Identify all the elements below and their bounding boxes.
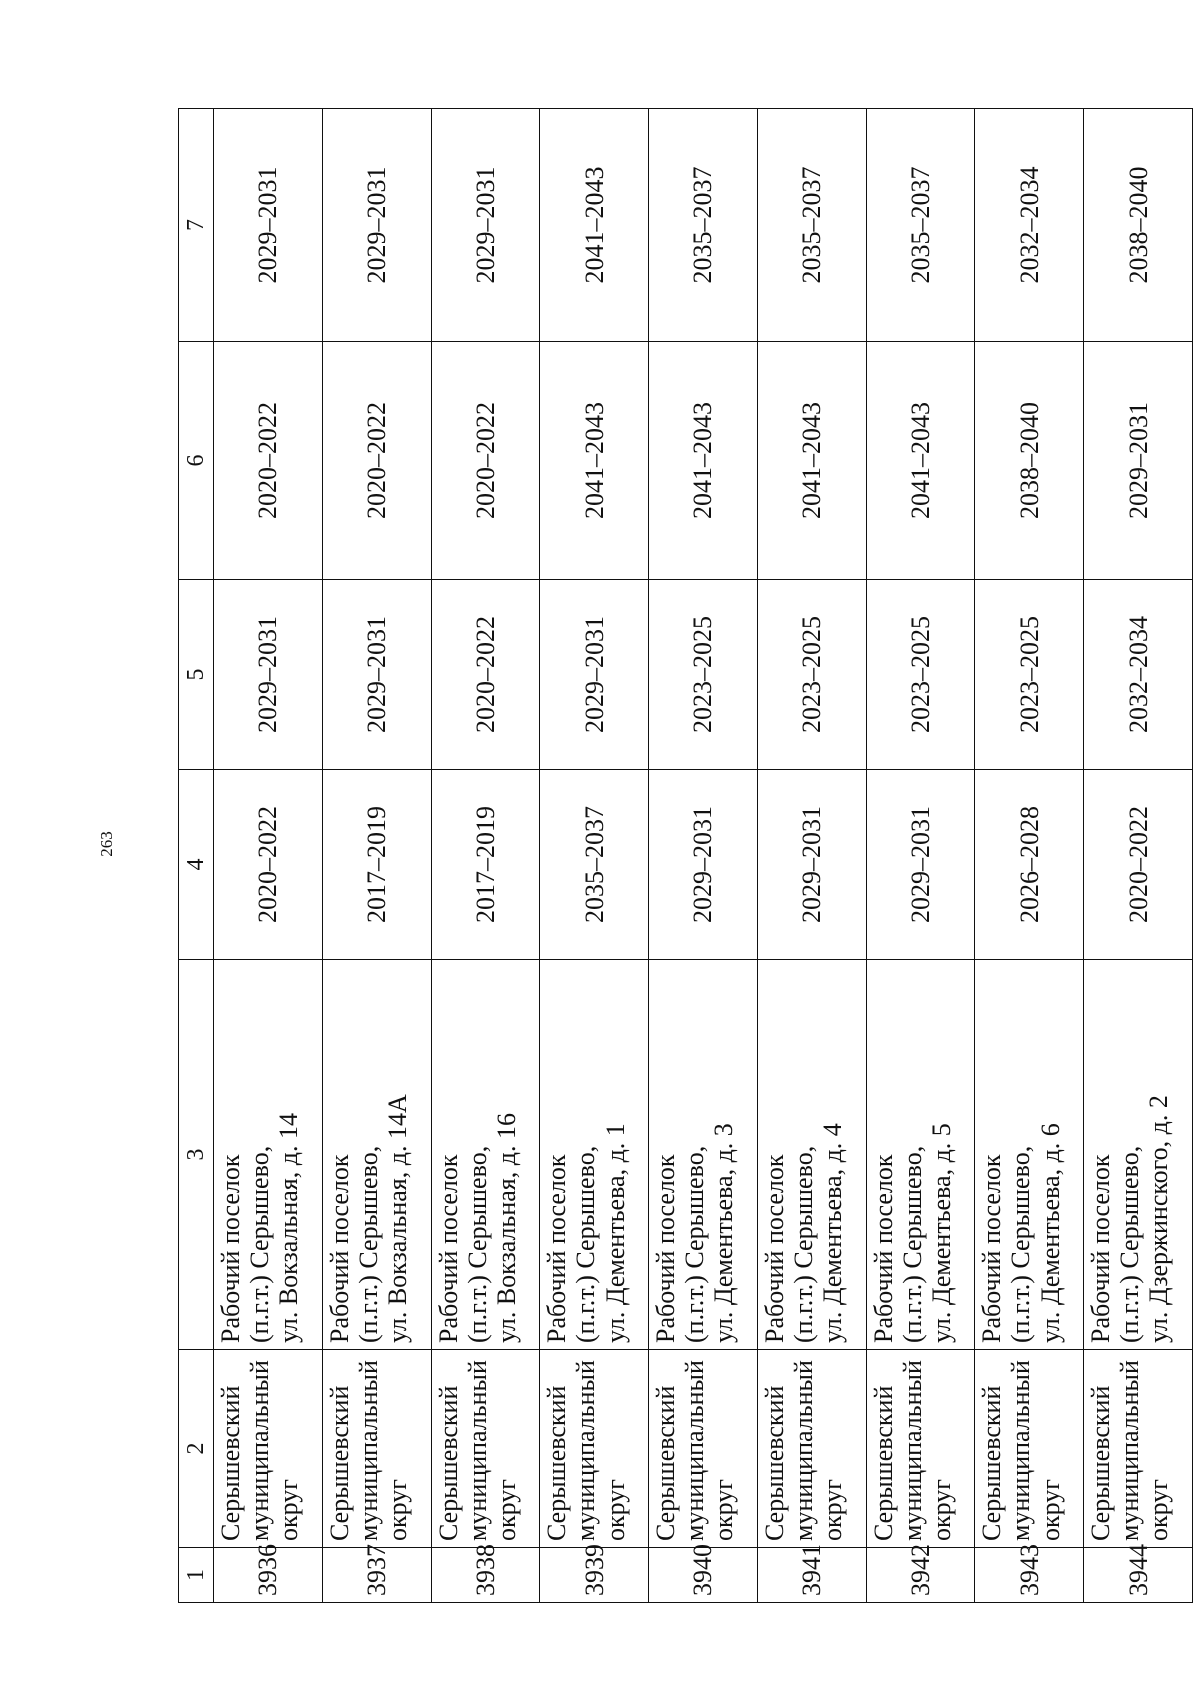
district-line: округ (382, 1479, 412, 1541)
district-line: муниципальный (245, 1360, 275, 1541)
period-cell-5: 2020–2022 (431, 580, 540, 770)
column-header-4: 4 (179, 770, 214, 960)
address-cell (214, 960, 323, 1350)
district-line: Серышевский (651, 1385, 681, 1541)
period-cell-6: 2029–2031 (1084, 342, 1193, 580)
district-line: муниципальный (680, 1360, 710, 1541)
district-line: Серышевский (1086, 1385, 1116, 1541)
district-cell (1084, 1350, 1193, 1548)
period-cell-6: 2020–2022 (214, 342, 323, 580)
address-cell (975, 960, 1084, 1350)
period-cell-4: 2017–2019 (322, 770, 431, 960)
row-number: 3940 (649, 1548, 758, 1603)
column-header-2: 2 (179, 1350, 214, 1548)
address-line: (п.г.т.) Серышево, (788, 1145, 818, 1343)
period-cell-4: 2035–2037 (540, 770, 649, 960)
period-cell-6: 2041–2043 (757, 342, 866, 580)
schedule-table (178, 108, 1193, 1603)
address-cell (1084, 960, 1193, 1350)
table-row (322, 109, 431, 1603)
district-line: округ (709, 1479, 739, 1541)
address-line: Рабочий поселок (542, 1154, 572, 1343)
district-cell (866, 1350, 975, 1548)
district-cell (540, 1350, 649, 1548)
address-line: ул. Вокзальная, д. 14А (382, 1094, 412, 1343)
period-cell-4: 2020–2022 (1084, 770, 1193, 960)
period-cell-7: 2038–2040 (1084, 109, 1193, 342)
address-cell (431, 960, 540, 1350)
column-header-3: 3 (179, 960, 214, 1350)
address-line: (п.г.т.) Серышево, (462, 1145, 492, 1343)
period-cell-7: 2032–2034 (975, 109, 1084, 342)
period-cell-5: 2029–2031 (540, 580, 649, 770)
address-line: ул. Дементьева, д. 5 (926, 1123, 956, 1343)
district-line: округ (274, 1479, 304, 1541)
table-row (975, 109, 1084, 1603)
address-line: (п.г.т.) Серышево, (245, 1145, 275, 1343)
address-cell (322, 960, 431, 1350)
district-line: муниципальный (462, 1360, 492, 1541)
period-cell-7: 2035–2037 (757, 109, 866, 342)
address-line: Рабочий поселок (324, 1154, 354, 1343)
district-cell (214, 1350, 323, 1548)
district-line: Серышевский (868, 1385, 898, 1541)
district-line: округ (600, 1479, 630, 1541)
period-cell-6: 2041–2043 (649, 342, 758, 580)
address-line: Рабочий поселок (433, 1154, 463, 1343)
district-line: муниципальный (897, 1360, 927, 1541)
table-row (1084, 109, 1193, 1603)
table-body (214, 109, 1193, 1603)
address-cell (866, 960, 975, 1350)
period-cell-5: 2023–2025 (757, 580, 866, 770)
district-cell (322, 1350, 431, 1548)
column-header-1: 1 (179, 1548, 214, 1603)
district-line: муниципальный (1006, 1360, 1036, 1541)
district-line: муниципальный (1115, 1360, 1145, 1541)
column-header-5: 5 (179, 580, 214, 770)
period-cell-7: 2035–2037 (866, 109, 975, 342)
address-cell (649, 960, 758, 1350)
district-line: Серышевский (542, 1385, 572, 1541)
district-line: муниципальный (788, 1360, 818, 1541)
table-row (649, 109, 758, 1603)
address-line: ул. Дементьева, д. 1 (600, 1123, 630, 1343)
address-line: ул. Вокзальная, д. 16 (491, 1113, 521, 1343)
header-row (179, 109, 214, 1603)
address-cell (540, 960, 649, 1350)
district-line: Серышевский (977, 1385, 1007, 1541)
address-line: Рабочий поселок (1086, 1154, 1116, 1343)
district-line: округ (818, 1479, 848, 1541)
district-line: округ (1035, 1479, 1065, 1541)
address-line: Рабочий поселок (759, 1154, 789, 1343)
table-row (431, 109, 540, 1603)
district-line: муниципальный (353, 1360, 383, 1541)
district-line: округ (926, 1479, 956, 1541)
address-line: ул. Дементьева, д. 3 (709, 1123, 739, 1343)
period-cell-5: 2023–2025 (649, 580, 758, 770)
period-cell-6: 2041–2043 (540, 342, 649, 580)
district-line: Серышевский (216, 1385, 245, 1541)
row-number: 3938 (431, 1548, 540, 1603)
address-line: ул. Вокзальная, д. 14 (274, 1113, 304, 1343)
table-row (214, 109, 323, 1603)
address-line: Рабочий поселок (868, 1154, 898, 1343)
address-line: (п.г.т.) Серышево, (680, 1145, 710, 1343)
column-header-6: 6 (179, 342, 214, 580)
row-number: 3944 (1084, 1548, 1193, 1603)
address-line: ул. Дзержинского, д. 2 (1144, 1095, 1174, 1343)
period-cell-7: 2029–2031 (214, 109, 323, 342)
period-cell-6: 2020–2022 (322, 342, 431, 580)
period-cell-7: 2029–2031 (431, 109, 540, 342)
district-line: Серышевский (324, 1385, 354, 1541)
row-number: 3941 (757, 1548, 866, 1603)
address-line: (п.г.т.) Серышево, (1006, 1145, 1036, 1343)
district-cell (431, 1350, 540, 1548)
period-cell-6: 2020–2022 (431, 342, 540, 580)
district-cell (975, 1350, 1084, 1548)
period-cell-6: 2038–2040 (975, 342, 1084, 580)
period-cell-7: 2029–2031 (322, 109, 431, 342)
table-container (178, 166, 1193, 1603)
period-cell-5: 2023–2025 (975, 580, 1084, 770)
district-cell (757, 1350, 866, 1548)
column-header-7: 7 (179, 109, 214, 342)
period-cell-4: 2029–2031 (757, 770, 866, 960)
period-cell-4: 2029–2031 (866, 770, 975, 960)
address-line: (п.г.т.) Серышево, (353, 1145, 383, 1343)
row-number: 3939 (540, 1548, 649, 1603)
row-number: 3937 (322, 1548, 431, 1603)
address-line: (п.г.т.) Серышево, (1115, 1145, 1145, 1343)
period-cell-5: 2029–2031 (322, 580, 431, 770)
district-line: муниципальный (571, 1360, 601, 1541)
row-number: 3942 (866, 1548, 975, 1603)
address-line: Рабочий поселок (216, 1154, 245, 1343)
address-line: ул. Дементьева, д. 4 (818, 1123, 848, 1343)
period-cell-4: 2017–2019 (431, 770, 540, 960)
district-line: округ (491, 1479, 521, 1541)
period-cell-5: 2032–2034 (1084, 580, 1193, 770)
period-cell-7: 2041–2043 (540, 109, 649, 342)
district-cell (649, 1350, 758, 1548)
district-line: округ (1144, 1479, 1174, 1541)
address-cell (757, 960, 866, 1350)
row-number: 3943 (975, 1548, 1084, 1603)
table-row (866, 109, 975, 1603)
period-cell-4: 2020–2022 (214, 770, 323, 960)
district-line: Серышевский (759, 1385, 789, 1541)
page-number: 263 (97, 831, 116, 857)
address-line: Рабочий поселок (651, 1154, 681, 1343)
period-cell-6: 2041–2043 (866, 342, 975, 580)
table-row (757, 109, 866, 1603)
period-cell-4: 2026–2028 (975, 770, 1084, 960)
period-cell-7: 2035–2037 (649, 109, 758, 342)
period-cell-4: 2029–2031 (649, 770, 758, 960)
address-line: ул. Дементьева, д. 6 (1035, 1123, 1065, 1343)
address-line: (п.г.т.) Серышево, (571, 1145, 601, 1343)
period-cell-5: 2023–2025 (866, 580, 975, 770)
address-line: Рабочий поселок (977, 1154, 1007, 1343)
row-number: 3936 (214, 1548, 323, 1603)
district-line: Серышевский (433, 1385, 463, 1541)
period-cell-5: 2029–2031 (214, 580, 323, 770)
table-row (540, 109, 649, 1603)
address-line: (п.г.т.) Серышево, (897, 1145, 927, 1343)
